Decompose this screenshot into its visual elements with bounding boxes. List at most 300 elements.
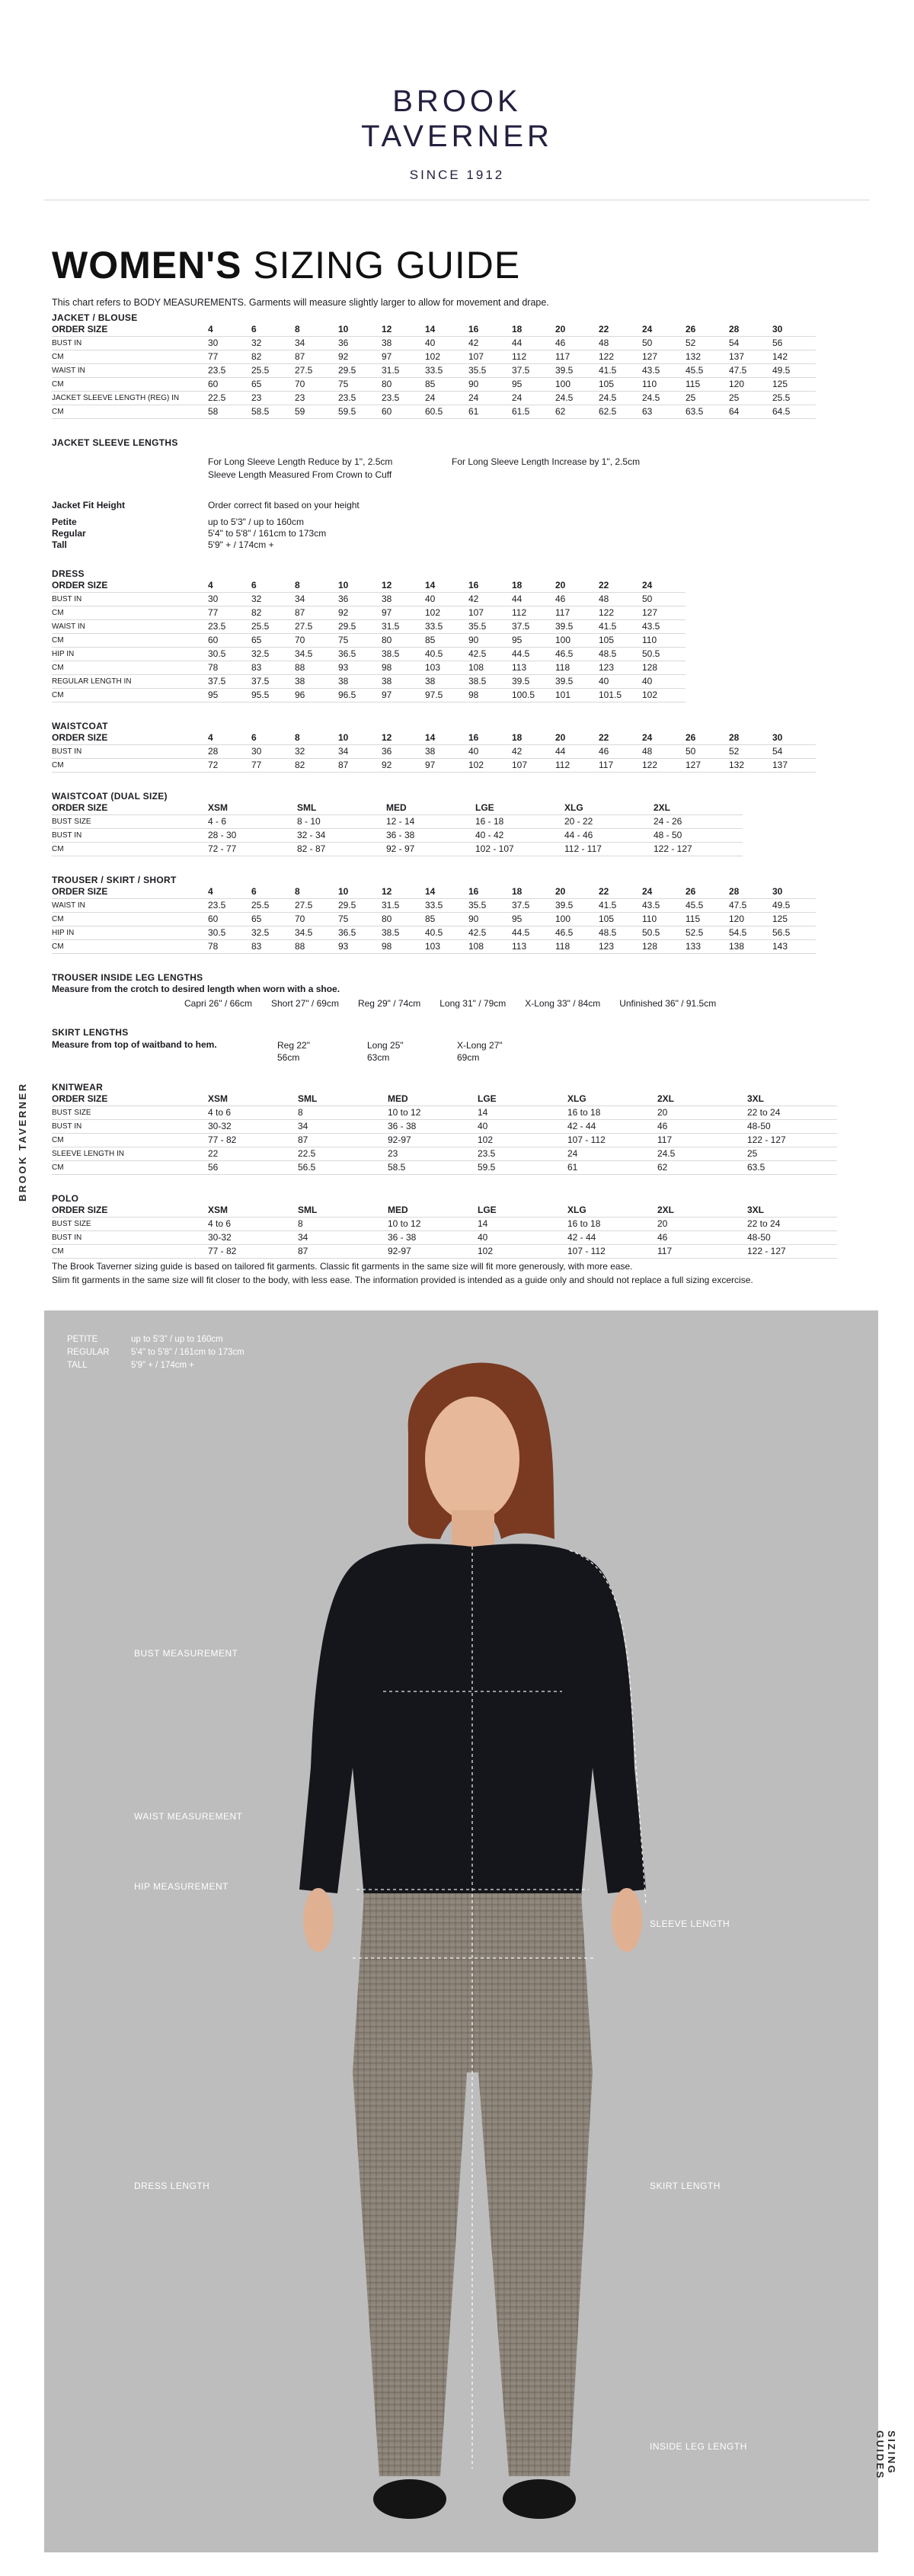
- table-cell: 3XL: [747, 1204, 837, 1218]
- table-cell: 128: [642, 940, 686, 954]
- table-cell: 40: [478, 1120, 567, 1134]
- table-cell: 87: [295, 350, 338, 364]
- table-row: [52, 745, 816, 759]
- table-cell: 107: [468, 606, 512, 620]
- table-cell: 30: [772, 323, 816, 337]
- table-cell: 4 to 6: [208, 1218, 298, 1231]
- table-cell: 40: [425, 337, 468, 350]
- table-cell: 38: [338, 675, 382, 689]
- table-cell: 85: [425, 913, 468, 926]
- table-cell: 14: [425, 885, 468, 899]
- table-cell: 100.5: [512, 689, 555, 702]
- sleeve-notes-left: [208, 456, 452, 482]
- table-cell: 44.5: [512, 926, 555, 940]
- inside-leg-long: Long 31" / 79cm: [439, 998, 507, 1009]
- table-cell: 44: [555, 745, 599, 759]
- table-cell: 37.5: [208, 675, 251, 689]
- table-cell: 118: [555, 940, 599, 954]
- table-cell: 3XL: [747, 1093, 837, 1106]
- table-cell: 46: [657, 1120, 747, 1134]
- table-cell: 122: [599, 606, 642, 620]
- table-cell: 8: [298, 1218, 388, 1231]
- row-label: BUST IN: [52, 829, 208, 843]
- table-cell: 48.5: [599, 648, 642, 661]
- table-cell: 62.5: [599, 405, 642, 419]
- table-cell: 28: [729, 323, 772, 337]
- table-cell: 44: [512, 337, 555, 350]
- table-cell: 29.5: [338, 899, 382, 913]
- table-cell: 122 - 127: [747, 1245, 837, 1259]
- table-cell: 48: [599, 593, 642, 606]
- table-cell: 50: [642, 593, 686, 606]
- table-row: [52, 1245, 837, 1259]
- label-waist: WAIST MEASUREMENT: [134, 1811, 243, 1822]
- table-cell: 24: [512, 392, 555, 405]
- legend-petite-value: up to 5'3" / up to 160cm: [131, 1335, 223, 1344]
- table-cell: 22: [599, 885, 642, 899]
- table-cell: 40.5: [425, 926, 468, 940]
- inside-leg-short: Short 27" / 69cm: [270, 998, 339, 1009]
- face-shape: [425, 1397, 519, 1522]
- table-cell: 95: [512, 634, 555, 648]
- table-row: [52, 1231, 837, 1245]
- row-label: CM: [52, 634, 208, 648]
- footer-line2: Slim fit garments in the same size will fit closer to the body, with less ease. The information provided is intended as a guide only and should not replace a full sizing excercise.: [52, 1275, 753, 1285]
- table-cell: 48.5: [599, 926, 642, 940]
- skirt-xlong-in: X-Long 27": [457, 1040, 503, 1051]
- table-cell: MED: [386, 802, 475, 815]
- table-row: [52, 405, 816, 419]
- table-cell: 29.5: [338, 620, 382, 634]
- table-cell: 18: [512, 885, 555, 899]
- table-cell: 46: [599, 745, 642, 759]
- table-cell: 23: [388, 1147, 478, 1161]
- fit-tall-value: 5'9" + / 174cm +: [208, 539, 274, 550]
- table-row: [52, 759, 816, 773]
- row-label: BUST SIZE: [52, 815, 208, 829]
- table-row: [52, 829, 743, 843]
- table-cell: 92-97: [388, 1134, 478, 1147]
- jacket-section: [52, 312, 844, 419]
- dress-table: [52, 579, 686, 702]
- fit-tall-label: Tall: [52, 539, 67, 550]
- table-cell: 47.5: [729, 364, 772, 378]
- table-cell: 26: [686, 885, 729, 899]
- table-cell: 83: [251, 940, 295, 954]
- sleeve-notes: [52, 456, 844, 482]
- inside-leg-unfinished: Unfinished 36" / 91.5cm: [619, 998, 717, 1009]
- table-row: [52, 1134, 837, 1147]
- table-cell: 42: [468, 337, 512, 350]
- table-cell: 98: [382, 661, 425, 675]
- table-cell: 45.5: [686, 364, 729, 378]
- table-cell: 43.5: [642, 620, 686, 634]
- table-cell: 103: [425, 940, 468, 954]
- table-cell: 137: [772, 759, 816, 773]
- table-cell: 75: [338, 913, 382, 926]
- table-cell: 93: [338, 661, 382, 675]
- table-cell: 90: [468, 378, 512, 392]
- table-cell: 117: [657, 1134, 747, 1147]
- label-inside-leg: INSIDE LEG LENGTH: [650, 2441, 747, 2452]
- table-cell: 142: [772, 350, 816, 364]
- waistcoat-title: WAISTCOAT: [52, 721, 108, 731]
- table-cell: XLG: [567, 1093, 657, 1106]
- sizing-guide: [52, 242, 844, 1259]
- table-row: [52, 1147, 837, 1161]
- dress-section: [52, 568, 844, 702]
- table-cell: 58: [208, 405, 251, 419]
- table-cell: 16: [468, 731, 512, 745]
- table-cell: 48: [599, 337, 642, 350]
- table-cell: 75: [338, 378, 382, 392]
- row-label: CM: [52, 913, 208, 926]
- table-cell: 95: [512, 378, 555, 392]
- table-cell: 118: [555, 661, 599, 675]
- table-cell: 77 - 82: [208, 1245, 298, 1259]
- table-cell: 107: [512, 759, 555, 773]
- table-cell: 127: [686, 759, 729, 773]
- table-cell: 95.5: [251, 689, 295, 702]
- table-cell: 39.5: [512, 675, 555, 689]
- table-cell: 102: [642, 689, 686, 702]
- table-cell: 22: [208, 1147, 298, 1161]
- table-cell: 63.5: [747, 1161, 837, 1175]
- row-label: CM: [52, 1161, 208, 1175]
- table-cell: 97: [382, 350, 425, 364]
- table-cell: 82: [251, 350, 295, 364]
- table-cell: 96: [295, 689, 338, 702]
- row-label: BUST IN: [52, 745, 208, 759]
- table-cell: SML: [297, 802, 386, 815]
- polo-title: POLO: [52, 1193, 79, 1204]
- table-cell: 41.5: [599, 620, 642, 634]
- inside-leg-xlong: X-Long 33" / 84cm: [525, 998, 601, 1009]
- row-label: SLEEVE LENGTH IN: [52, 1147, 208, 1161]
- table-cell: 24 - 26: [654, 815, 743, 829]
- table-cell: 52.5: [686, 926, 729, 940]
- table-cell: 82: [295, 759, 338, 773]
- table-cell: 63: [642, 405, 686, 419]
- table-cell: 39.5: [555, 899, 599, 913]
- table-cell: 27.5: [295, 620, 338, 634]
- table-cell: 113: [512, 940, 555, 954]
- table-cell: 25.5: [251, 364, 295, 378]
- table-cell: 70: [295, 634, 338, 648]
- legend-regular-value: 5'4" to 5'8" / 161cm to 173cm: [131, 1348, 244, 1357]
- table-cell: 46: [555, 593, 599, 606]
- table-cell: 23.5: [208, 364, 251, 378]
- table-cell: 80: [382, 634, 425, 648]
- table-cell: 32.5: [251, 926, 295, 940]
- table-cell: 88: [295, 661, 338, 675]
- table-cell: 87: [298, 1245, 388, 1259]
- table-cell: 16 - 18: [475, 815, 564, 829]
- polo-section: [52, 1193, 844, 1259]
- page-title: [52, 242, 844, 288]
- table-cell: 102: [425, 350, 468, 364]
- table-cell: 48 - 50: [654, 829, 743, 843]
- table-cell: 23: [295, 392, 338, 405]
- table-cell: 40 - 42: [475, 829, 564, 843]
- table-cell: 24.5: [599, 392, 642, 405]
- table-cell: 24: [642, 579, 686, 593]
- table-cell: 34: [295, 593, 338, 606]
- table-cell: 36.5: [338, 926, 382, 940]
- table-cell: 24: [642, 323, 686, 337]
- table-cell: 32 - 34: [297, 829, 386, 843]
- table-cell: 42 - 44: [567, 1231, 657, 1245]
- table-cell: 37.5: [512, 899, 555, 913]
- table-cell: 28: [729, 731, 772, 745]
- table-cell: 14: [425, 579, 468, 593]
- table-cell: 8: [295, 323, 338, 337]
- fit-petite-label: Petite: [52, 517, 77, 527]
- table-cell: 24.5: [642, 392, 686, 405]
- page-title-rest: SIZING GUIDE: [241, 244, 521, 286]
- row-label: CM: [52, 350, 208, 364]
- table-cell: 117: [555, 606, 599, 620]
- table-cell: 83: [251, 661, 295, 675]
- table-cell: 49.5: [772, 364, 816, 378]
- table-cell: 38.5: [382, 926, 425, 940]
- table-cell: 14: [425, 731, 468, 745]
- table-cell: 25.5: [251, 899, 295, 913]
- table-cell: 28: [729, 885, 772, 899]
- table-cell: 4 - 6: [208, 815, 297, 829]
- table-cell: 23.5: [382, 392, 425, 405]
- left-hand: [303, 1888, 334, 1952]
- table-cell: 34: [298, 1231, 388, 1245]
- table-cell: 60: [208, 378, 251, 392]
- row-label: BUST IN: [52, 1120, 208, 1134]
- table-cell: 32: [295, 745, 338, 759]
- table-cell: 8: [298, 1106, 388, 1120]
- skirt-values: [52, 1039, 844, 1064]
- table-cell: 56: [772, 337, 816, 350]
- label-bust: BUST MEASUREMENT: [134, 1648, 238, 1659]
- table-cell: 34: [295, 337, 338, 350]
- table-cell: 6: [251, 579, 295, 593]
- fit-height-section: [52, 500, 844, 550]
- skirt-title: SKIRT LENGTHS: [52, 1027, 129, 1038]
- polo-table: [52, 1204, 837, 1259]
- table-cell: 112: [512, 606, 555, 620]
- table-cell: 38: [382, 337, 425, 350]
- table-cell: 77: [208, 606, 251, 620]
- inside-leg-reg: Reg 29" / 74cm: [357, 998, 421, 1009]
- table-cell: 54: [729, 337, 772, 350]
- table-cell: 82: [251, 606, 295, 620]
- dress-title: DRESS: [52, 568, 85, 579]
- footer-note: [52, 1259, 874, 1287]
- table-cell: 31.5: [382, 620, 425, 634]
- legend-tall: [67, 1359, 244, 1372]
- table-row: [52, 337, 816, 350]
- table-cell: 35.5: [468, 899, 512, 913]
- table-cell: 122: [599, 350, 642, 364]
- table-cell: 20: [555, 885, 599, 899]
- sleeve-title: JACKET SLEEVE LENGTHS: [52, 437, 178, 448]
- table-row: [52, 1120, 837, 1134]
- row-label: BUST SIZE: [52, 1218, 208, 1231]
- table-row: [52, 323, 816, 337]
- table-cell: 41.5: [599, 364, 642, 378]
- table-cell: 102 - 107: [475, 843, 564, 856]
- table-cell: 52: [729, 745, 772, 759]
- table-cell: 52: [686, 337, 729, 350]
- table-cell: 72: [208, 759, 251, 773]
- table-cell: 32: [251, 593, 295, 606]
- table-cell: 10: [338, 731, 382, 745]
- table-cell: 42: [512, 745, 555, 759]
- model-photo: [44, 1310, 878, 2552]
- table-cell: 30: [251, 745, 295, 759]
- table-cell: 42: [468, 593, 512, 606]
- row-label: CM: [52, 378, 208, 392]
- table-cell: 46: [555, 337, 599, 350]
- table-cell: 133: [686, 940, 729, 954]
- table-cell: 36 - 38: [386, 829, 475, 843]
- table-cell: 8: [295, 885, 338, 899]
- table-cell: 20: [555, 731, 599, 745]
- table-row: [52, 1204, 837, 1218]
- row-label: ORDER SIZE: [52, 1093, 208, 1106]
- table-cell: 37.5: [251, 675, 295, 689]
- skirt-long: [367, 1039, 457, 1064]
- table-cell: 92-97: [388, 1245, 478, 1259]
- table-row: [52, 661, 686, 675]
- table-cell: 38: [425, 745, 468, 759]
- label-hip: HIP MEASUREMENT: [134, 1881, 228, 1892]
- row-label: ORDER SIZE: [52, 885, 208, 899]
- table-cell: 34: [298, 1120, 388, 1134]
- table-cell: XSM: [208, 1204, 298, 1218]
- table-cell: 12: [382, 323, 425, 337]
- table-cell: 85: [425, 634, 468, 648]
- table-cell: 30: [772, 885, 816, 899]
- table-cell: 61: [567, 1161, 657, 1175]
- inside-leg-section: [52, 972, 844, 1009]
- waistcoat-dual-title: WAISTCOAT (DUAL SIZE): [52, 791, 168, 802]
- trouser-title: TROUSER / SKIRT / SHORT: [52, 875, 177, 885]
- table-cell: 25: [686, 392, 729, 405]
- table-cell: 108: [468, 940, 512, 954]
- table-cell: 40: [478, 1231, 567, 1245]
- page-title-bold: WOMEN'S: [52, 244, 242, 286]
- table-cell: 127: [642, 350, 686, 364]
- table-cell: 20: [555, 579, 599, 593]
- table-row: [52, 620, 686, 634]
- table-cell: 137: [729, 350, 772, 364]
- table-cell: LGE: [475, 802, 564, 815]
- table-cell: 58.5: [388, 1161, 478, 1175]
- table-cell: 59.5: [338, 405, 382, 419]
- row-label: ORDER SIZE: [52, 1204, 208, 1218]
- table-cell: 4 to 6: [208, 1106, 298, 1120]
- table-cell: 63.5: [686, 405, 729, 419]
- table-cell: 102: [425, 606, 468, 620]
- table-cell: 10 to 12: [388, 1106, 478, 1120]
- table-cell: 37.5: [512, 364, 555, 378]
- trouser-section: [52, 875, 844, 954]
- table-cell: 4: [208, 731, 251, 745]
- table-cell: 37.5: [512, 620, 555, 634]
- table-row: [52, 634, 686, 648]
- legend-regular: [67, 1346, 244, 1359]
- table-cell: 138: [729, 940, 772, 954]
- table-cell: 38: [295, 675, 338, 689]
- table-cell: 34.5: [295, 926, 338, 940]
- table-cell: 88: [295, 940, 338, 954]
- row-label: CM: [52, 661, 208, 675]
- jacket-title: JACKET / BLOUSE: [52, 312, 138, 323]
- table-cell: 97.5: [425, 689, 468, 702]
- table-cell: 78: [208, 661, 251, 675]
- table-cell: 60: [208, 634, 251, 648]
- table-cell: 42 - 44: [567, 1120, 657, 1134]
- table-cell: 33.5: [425, 899, 468, 913]
- table-cell: 65: [251, 378, 295, 392]
- table-row: [52, 606, 686, 620]
- table-cell: 40: [599, 675, 642, 689]
- intro-text: This chart refers to BODY MEASUREMENTS. Garments will measure slightly larger to allow for movement and drape.: [52, 297, 549, 308]
- fit-regular-value: 5'4" to 5'8" / 161cm to 173cm: [208, 528, 327, 539]
- table-cell: 2XL: [654, 802, 743, 815]
- table-cell: 112: [512, 350, 555, 364]
- table-row: [52, 913, 816, 926]
- brand-since: SINCE 1912: [409, 168, 505, 182]
- table-row: [52, 364, 816, 378]
- table-row: [52, 1218, 837, 1231]
- table-cell: 96.5: [338, 689, 382, 702]
- table-cell: 38: [425, 675, 468, 689]
- table-cell: 24.5: [657, 1147, 747, 1161]
- table-cell: 48-50: [747, 1231, 837, 1245]
- table-cell: 8 - 10: [297, 815, 386, 829]
- table-cell: 60.5: [425, 405, 468, 419]
- row-label: HIP IN: [52, 648, 208, 661]
- brand-name-line2: TAVERNER: [361, 120, 553, 153]
- legend-tall-value: 5'9" + / 174cm +: [131, 1361, 194, 1370]
- inside-leg-values: [184, 998, 844, 1009]
- table-cell: 39.5: [555, 675, 599, 689]
- table-cell: 56: [208, 1161, 298, 1175]
- table-cell: 30.5: [208, 926, 251, 940]
- table-cell: 90: [468, 634, 512, 648]
- table-cell: 122: [642, 759, 686, 773]
- table-row: [52, 378, 816, 392]
- table-cell: 70: [295, 378, 338, 392]
- table-row: [52, 1093, 837, 1106]
- row-label: ORDER SIZE: [52, 323, 208, 337]
- skirt-reg-in: Reg 22": [277, 1040, 310, 1051]
- table-cell: 30-32: [208, 1231, 298, 1245]
- table-cell: 44: [512, 593, 555, 606]
- table-cell: 30-32: [208, 1120, 298, 1134]
- table-cell: 122 - 127: [747, 1134, 837, 1147]
- table-cell: 87: [298, 1134, 388, 1147]
- knitwear-table: [52, 1093, 837, 1175]
- table-cell: 95: [208, 689, 251, 702]
- table-cell: 75: [338, 634, 382, 648]
- table-cell: 43.5: [642, 364, 686, 378]
- table-cell: 93: [338, 940, 382, 954]
- table-cell: 30: [772, 731, 816, 745]
- table-cell: 18: [512, 579, 555, 593]
- skirt-reg: [277, 1039, 367, 1064]
- row-label: REGULAR LENGTH IN: [52, 675, 208, 689]
